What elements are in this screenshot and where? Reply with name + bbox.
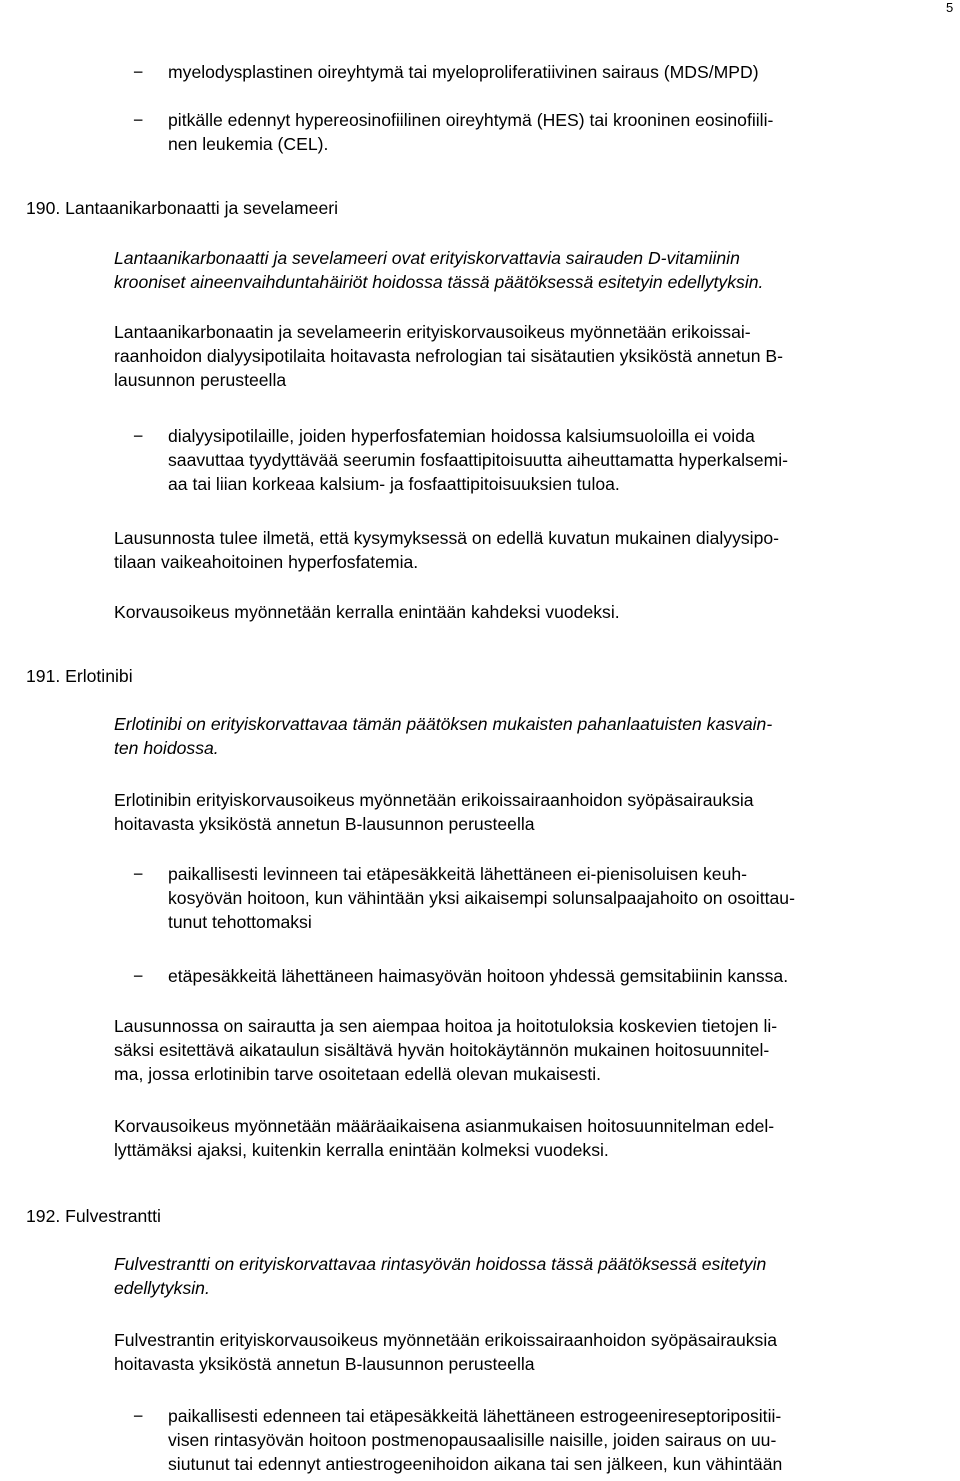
text-line: säksi esitettävä aikataulun sisältävä hyvän hoitokäytännön mukainen hoitosuunnitel- — [114, 1040, 770, 1060]
paragraph — [114, 526, 950, 574]
text-line: etäpesäkkeitä lähettäneen haimasyövän hoitoon yhdessä gemsitabiinin kanssa. — [168, 966, 789, 986]
text-line: lyttämäksi ajaksi, kuitenkin kerralla enintään kolmeksi vuodeksi. — [114, 1140, 609, 1160]
paragraph — [114, 1014, 950, 1086]
text-line: Korvausoikeus myönnetään kerralla enintään kahdeksi vuodeksi. — [114, 602, 620, 622]
text-line: edellytyksin. — [114, 1278, 210, 1298]
list-item — [168, 1404, 948, 1476]
text-line: Lantaanikarbonaatti ja sevelameeri ovat erityiskorvattavia sairauden D-vitamiinin — [114, 248, 740, 268]
text-line: dialyysipotilaille, joiden hyperfosfatemian hoidossa kalsiumsuoloilla ei voida — [168, 426, 755, 446]
list-dash: − — [133, 1406, 144, 1426]
text-line: myelodysplastinen oireyhtymä tai myeloproliferatiivinen sairaus (MDS/MPD) — [168, 62, 759, 82]
list-item — [168, 424, 948, 496]
text-line: Lausunnossa on sairautta ja sen aiempaa hoitoa ja hoitotuloksia koskevien tietojen li- — [114, 1016, 778, 1036]
paragraph — [114, 320, 950, 392]
text-line: raanhoidon dialyysipotilaita hoitavasta nefrologian tai sisätautien yksiköstä annetun B- — [114, 346, 783, 366]
text-line: visen rintasyövän hoitoon postmenopausaalisille naisille, joiden sairaus on uu- — [168, 1430, 777, 1450]
list-dash: − — [133, 864, 144, 884]
text-line: paikallisesti levinneen tai etäpesäkkeitä lähettäneen ei-pienisoluisen keuh- — [168, 864, 748, 884]
text-line: Lausunnosta tulee ilmetä, että kysymyksessä on edellä kuvatun mukainen dialyysipo- — [114, 528, 780, 548]
paragraph — [114, 1114, 950, 1162]
text-line: siutunut tai edennyt antiestrogeenihoidon aikana tai sen jälkeen, kun vähintään — [168, 1454, 783, 1474]
page-number: 5 — [946, 0, 954, 15]
text-line: nen leukemia (CEL). — [168, 134, 329, 154]
section-intro — [114, 246, 950, 294]
list-item — [168, 964, 948, 988]
section-heading-191: 191. Erlotinibi — [26, 666, 133, 686]
list-dash: − — [133, 62, 144, 82]
list-dash: − — [133, 110, 144, 130]
paragraph — [114, 788, 950, 836]
text-line: lausunnon perusteella — [114, 370, 287, 390]
text-line: krooniset aineenvaihduntahäiriöt hoidossa tässä päätöksessä esitetyin edellytyksin. — [114, 272, 764, 292]
text-line: Fulvestrantin erityiskorvausoikeus myönnetään erikoissairaanhoidon syöpäsairauksia — [114, 1330, 778, 1350]
text-line: pitkälle edennyt hypereosinofiilinen oireyhtymä (HES) tai krooninen eosinofiili- — [168, 110, 774, 130]
section-intro — [114, 1252, 950, 1300]
paragraph — [114, 1328, 950, 1376]
text-line: aa tai liian korkeaa kalsium- ja fosfaattipitoisuuksien tuloa. — [168, 474, 620, 494]
section-heading-190: 190. Lantaanikarbonaatti ja sevelameeri — [26, 198, 339, 218]
text-line: Lantaanikarbonaatin ja sevelameerin erityiskorvausoikeus myönnetään erikoissai- — [114, 322, 751, 342]
text-line: paikallisesti edenneen tai etäpesäkkeitä lähettäneen estrogeenireseptoripositii- — [168, 1406, 782, 1426]
text-line: Korvausoikeus myönnetään määräaikaisena asianmukaisen hoitosuunnitelman edel- — [114, 1116, 775, 1136]
text-line: tunut tehottomaksi — [168, 912, 312, 932]
list-item — [168, 60, 948, 84]
text-line: kosyövän hoitoon, kun vähintään yksi aikaisempi solunsalpaajahoito on osoittau- — [168, 888, 795, 908]
text-line: ten hoidossa. — [114, 738, 219, 758]
text-line: ma, jossa erlotinibin tarve osoitetaan edellä olevan mukaisesti. — [114, 1064, 602, 1084]
section-intro — [114, 712, 950, 760]
text-line: Erlotinibi on erityiskorvattavaa tämän päätöksen mukaisten pahanlaatuisten kasvain- — [114, 714, 773, 734]
list-dash: − — [133, 426, 144, 446]
text-line: Fulvestrantti on erityiskorvattavaa rintasyövän hoidossa tässä päätöksessä esitetyin — [114, 1254, 767, 1274]
list-dash: − — [133, 966, 144, 986]
text-line: hoitavasta yksiköstä annetun B-lausunnon perusteella — [114, 1354, 535, 1374]
text-line: saavuttaa tyydyttävää seerumin fosfaattipitoisuutta aiheuttamatta hyperkalsemi- — [168, 450, 789, 470]
list-item — [168, 108, 948, 156]
text-line: hoitavasta yksiköstä annetun B-lausunnon perusteella — [114, 814, 535, 834]
text-line: tilaan vaikeahoitoinen hyperfosfatemia. — [114, 552, 419, 572]
section-heading-192: 192. Fulvestrantti — [26, 1206, 161, 1226]
text-line: Erlotinibin erityiskorvausoikeus myönnetään erikoissairaanhoidon syöpäsairauksia — [114, 790, 754, 810]
paragraph — [114, 600, 950, 624]
list-item — [168, 862, 948, 934]
